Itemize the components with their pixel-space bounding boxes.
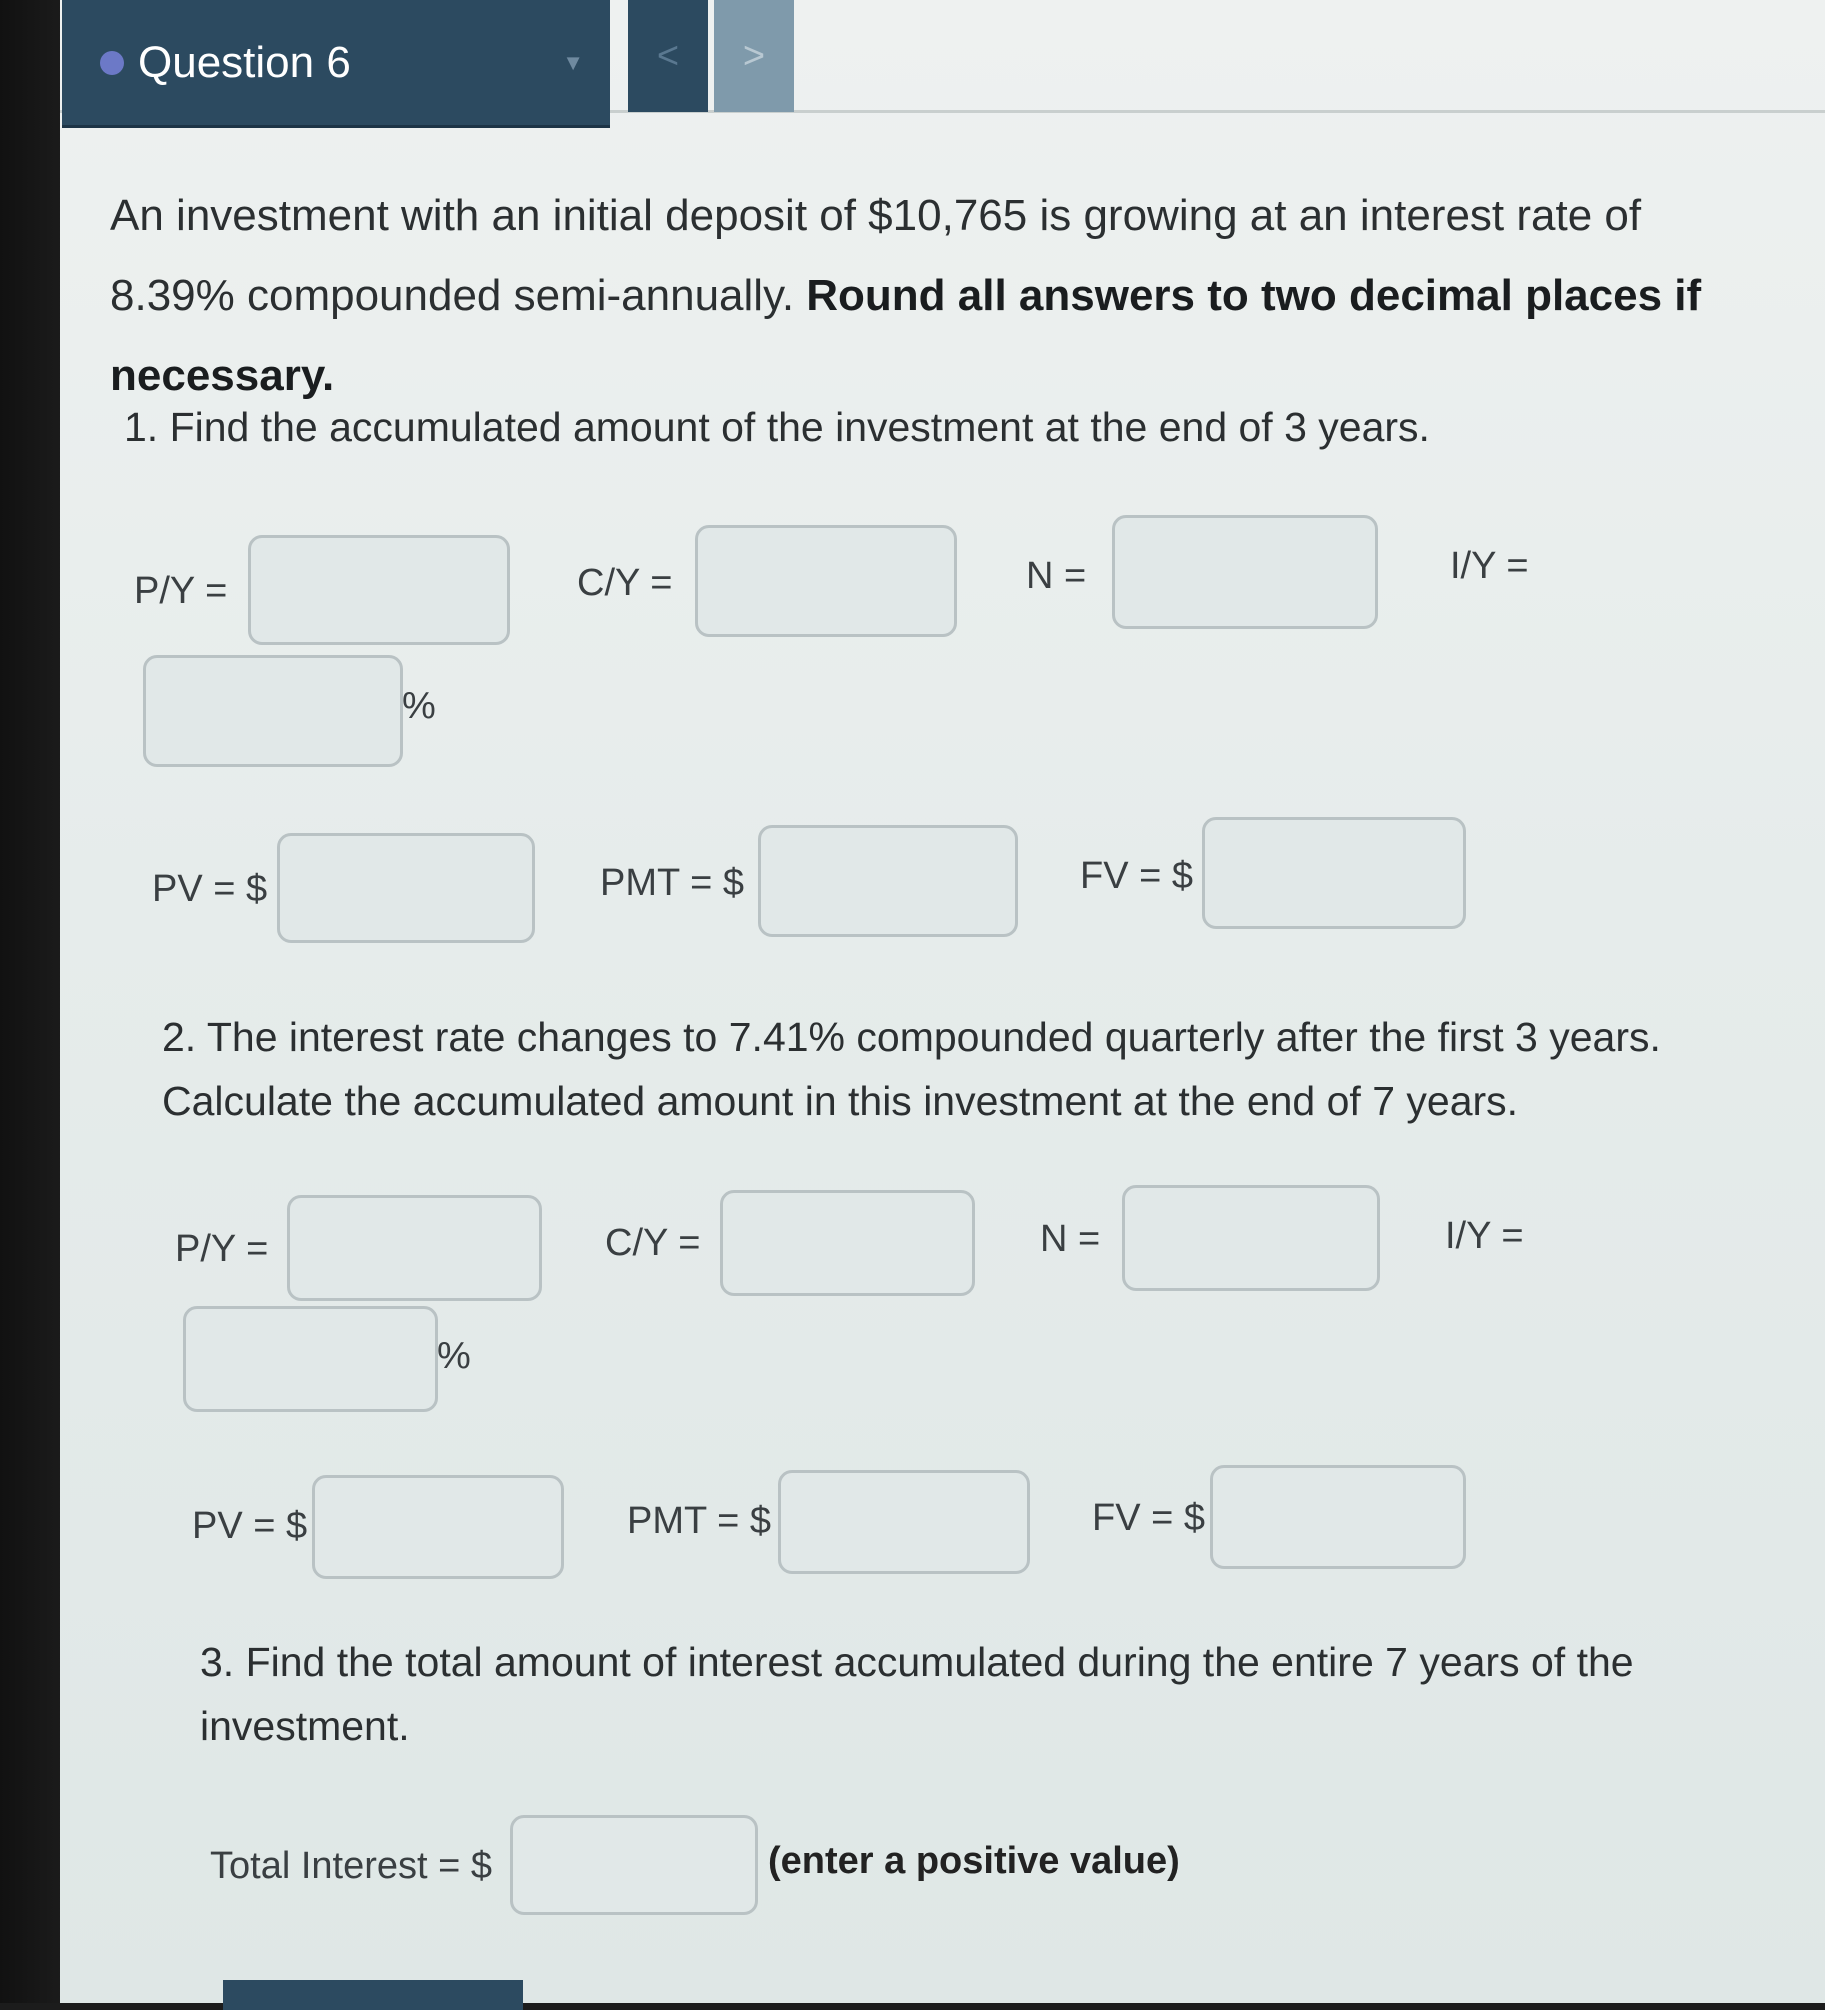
chevron-left-icon: < [656,34,680,77]
part2-pmt-label: PMT = $ [627,1500,771,1542]
part1-n-label: N = [1026,555,1087,597]
part1-iy-input[interactable] [143,655,403,767]
part1-iy-label: I/Y = [1450,545,1529,587]
total-interest-label: Total Interest = $ [210,1845,492,1887]
dropdown-caret-icon: ▼ [562,50,584,75]
part2-fv-input[interactable] [1210,1465,1466,1569]
part1-pmt-input[interactable] [758,825,1018,937]
next-question-button[interactable] [714,0,794,112]
part2-py-input[interactable] [287,1195,542,1301]
part2-cy-input[interactable] [720,1190,975,1296]
part1-n-input[interactable] [1112,515,1378,629]
part2-cy-label: C/Y = [605,1222,701,1264]
part2-py-label: P/Y = [175,1228,269,1270]
part2-question: 2. The interest rate changes to 7.41% compounded quarterly after the first 3 years. Calculate the accumulated amount in this investment at the end of 7 years. [162,1014,1661,1124]
part1-percent-sign: % [402,685,436,727]
part2-iy-label: I/Y = [1445,1215,1524,1257]
part1-pv-input[interactable] [277,833,535,943]
part2-pv-label: PV = $ [192,1505,308,1547]
problem-statement [110,176,1770,416]
question-title: Question 6 [138,37,351,87]
part1-question: 1. Find the accumulated amount of the investment at the end of 3 years. [124,404,1430,450]
part2-percent-sign: % [437,1335,471,1377]
part2-n-label: N = [1040,1218,1101,1260]
rounding-instruction: Round all answers to two decimal places if necessary. [110,271,1702,400]
part2-iy-input[interactable] [183,1306,438,1412]
part2-fv-label: FV = $ [1092,1497,1205,1539]
part1-py-input[interactable] [248,535,510,645]
part2-n-input[interactable] [1122,1185,1380,1291]
part1-pmt-label: PMT = $ [600,862,744,904]
question-selector[interactable] [62,0,610,128]
problem-text: An investment with an initial deposit of $10,765 is growing at an interest rate of 8.39% compounded semi-annually. [110,191,1642,320]
previous-question-button[interactable] [628,0,708,112]
part1-py-label: P/Y = [134,570,228,612]
part1-pv-label: PV = $ [152,868,268,910]
part1-fv-input[interactable] [1202,817,1466,929]
part1-fv-label: FV = $ [1080,855,1193,897]
part3-question: 3. Find the total amount of interest accumulated during the entire 7 years of the investment. [200,1639,1634,1749]
submit-button[interactable] [223,1980,523,2010]
part2-pmt-input[interactable] [778,1470,1030,1574]
part2-pv-input[interactable] [312,1475,564,1579]
part1-cy-label: C/Y = [577,562,673,604]
status-dot-icon [100,51,124,75]
total-interest-input[interactable] [510,1815,758,1915]
part1-cy-input[interactable] [695,525,957,637]
chevron-right-icon: > [742,34,766,77]
positive-value-note: (enter a positive value) [768,1840,1180,1882]
